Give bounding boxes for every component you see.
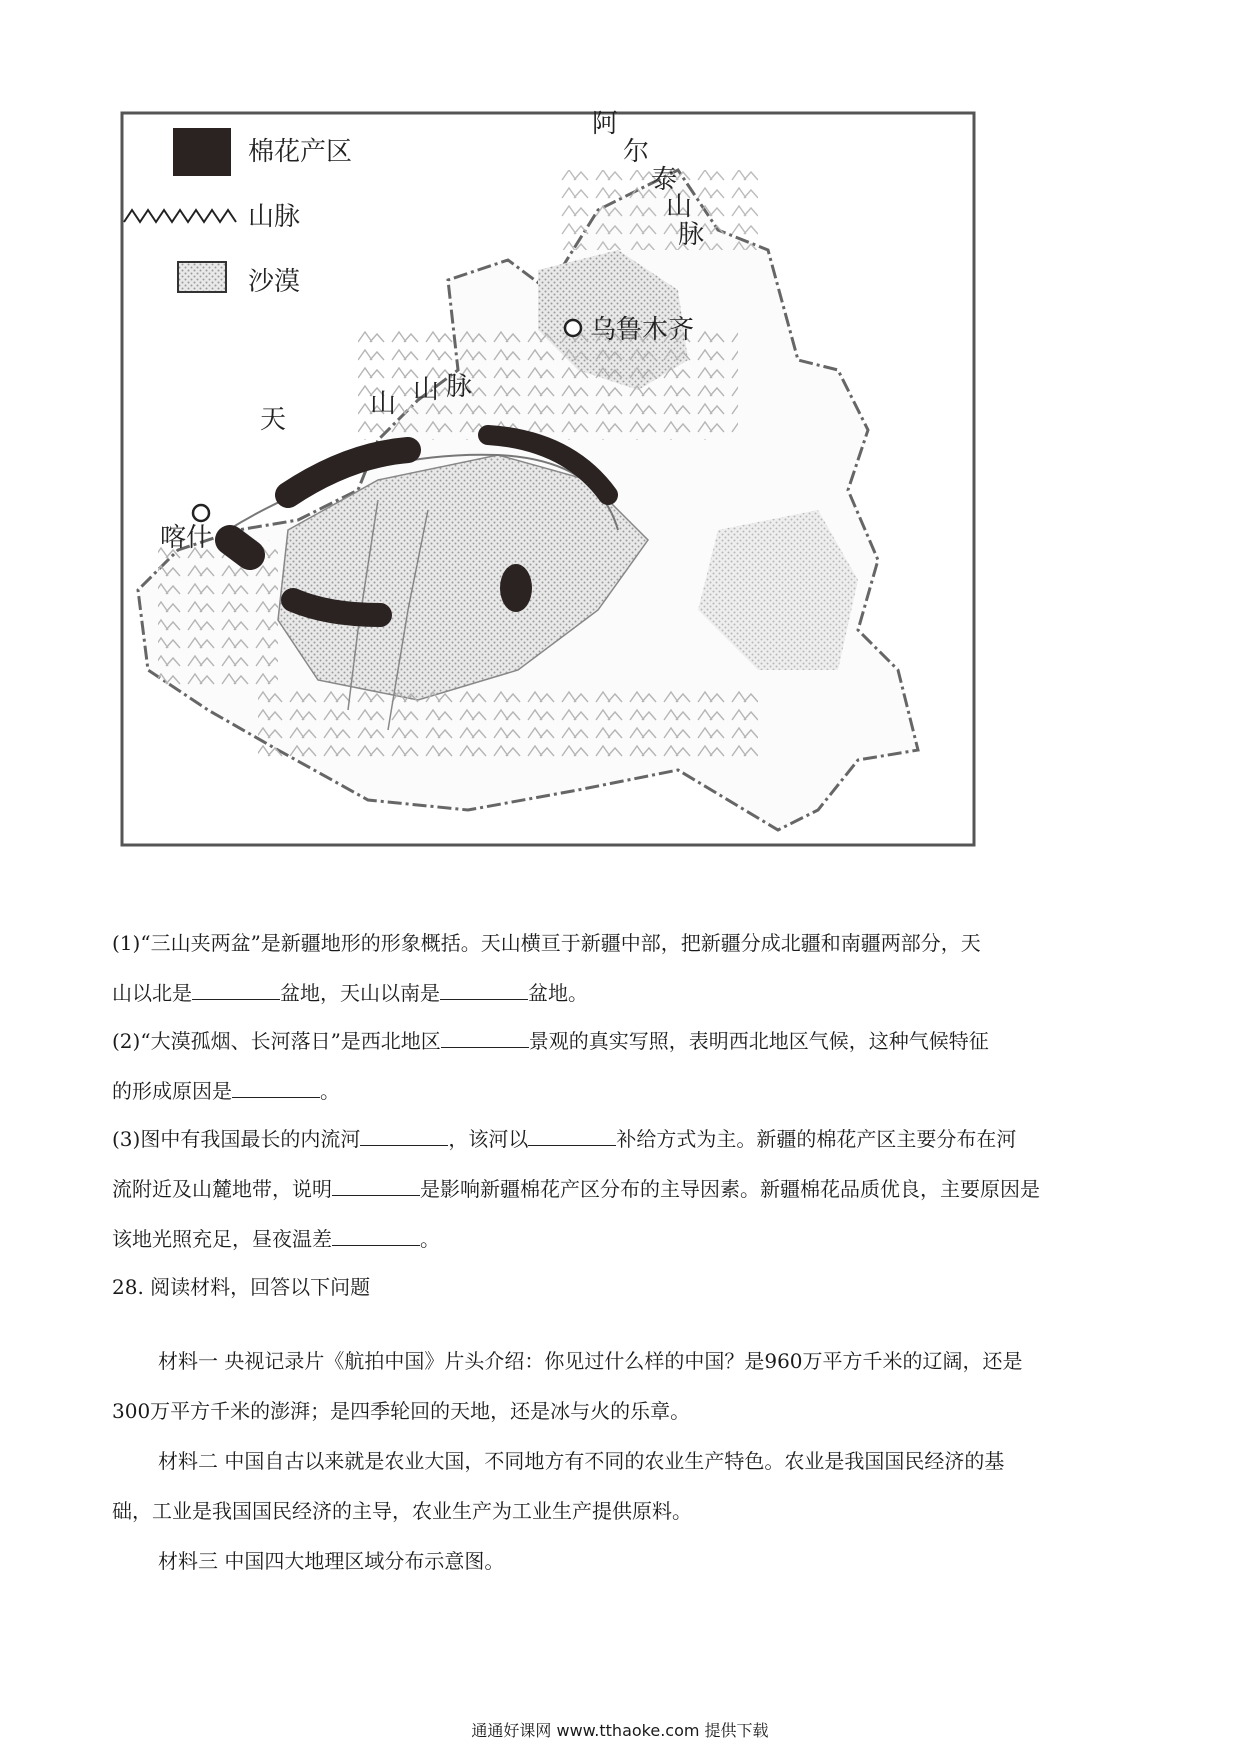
altai-label-2: 尔 (623, 137, 650, 167)
kashgar-marker (193, 505, 209, 521)
question-28-title: 28. 阅读材料，回答以下问题 (112, 1275, 371, 1299)
q3-text-1: 图中有我国最长的内流河 (140, 1127, 361, 1151)
q1-text-2: 山以北是 (112, 981, 192, 1005)
question-3 (112, 1114, 1132, 1264)
q1-number: (1) (112, 931, 141, 955)
q1-text-4: 盆地。 (528, 981, 588, 1005)
question-1 (112, 918, 1132, 1018)
material-3: 材料三 中国四大地理区域分布示意图。 (158, 1549, 505, 1573)
q2-text-2: 景观的真实写照，表明西北地区气候，这种气候特征 (528, 1029, 989, 1053)
q3-text-6: 该地光照充足，昼夜温差 (112, 1227, 332, 1251)
q2-number: (2) (112, 1029, 141, 1053)
urumqi-label: 乌鲁木齐 (590, 315, 695, 345)
q3-text-3: 补给方式为主。新疆的棉花产区主要分布在河 (616, 1127, 1017, 1151)
kashgar-label: 喀什 (160, 523, 213, 553)
altai-label-3: 泰 (651, 165, 678, 195)
q3-text-7: 。 (420, 1227, 440, 1251)
q2-blank-2[interactable] (232, 1075, 320, 1098)
urumqi-marker (565, 320, 581, 336)
kunlun-mountains (258, 690, 758, 760)
q1-blank-1[interactable] (192, 977, 280, 1000)
cotton-area-5 (500, 564, 532, 612)
legend-cotton-label: 棉花产区 (248, 137, 353, 167)
altai-label-4: 山 (666, 192, 693, 222)
q2-text-4: 。 (320, 1079, 340, 1103)
q2-blank-1[interactable] (441, 1025, 529, 1048)
material-1-line-2: 300万平方千米的澎湃；是四季轮回的天地，还是冰与火的乐章。 (112, 1399, 691, 1423)
q3-text-2: ，该河以 (448, 1127, 529, 1151)
legend-cotton-swatch (173, 128, 231, 176)
question-2 (112, 1016, 1132, 1116)
q3-text-4: 流附近及山麓地带，说明 (112, 1177, 332, 1201)
q3-blank-1[interactable] (360, 1123, 448, 1146)
q1-blank-2[interactable] (440, 977, 528, 1000)
cotton-area-3 (230, 540, 250, 555)
q1-text-3: 盆地，天山以南是 (280, 981, 440, 1005)
q3-blank-4[interactable] (332, 1223, 420, 1246)
altai-label-5: 脉 (678, 220, 705, 250)
legend-desert-label: 沙漠 (248, 267, 301, 297)
q3-text-5: 是影响新疆棉花产区分布的主导因素。新疆棉花品质优良，主要原因是 (420, 1177, 1040, 1201)
tianshan-label-1: 天 (260, 405, 287, 435)
tianshan-label-2: 山 (370, 389, 397, 419)
material-2-line-1: 材料二 中国自古以来就是农业大国，不同地方有不同的农业生产特色。农业是我国国民经济的基 (158, 1449, 1005, 1473)
q3-blank-2[interactable] (528, 1123, 616, 1146)
q2-text-3: 的形成原因是 (112, 1079, 232, 1103)
tianshan-label-4: 脉 (446, 372, 473, 402)
material-2-line-2: 础，工业是我国国民经济的主导，农业生产为工业生产提供原料。 (112, 1499, 692, 1523)
legend-mountain-label: 山脉 (248, 202, 301, 232)
material-2 (112, 1436, 1132, 1536)
altai-label-1: 阿 (592, 110, 619, 139)
q3-number: (3) (112, 1127, 141, 1151)
q1-text-1: “三山夹两盆”是新疆地形的形象概括。天山横亘于新疆中部，把新疆分成北疆和南疆两部分，天 (140, 931, 981, 955)
xinjiang-map (118, 110, 978, 850)
legend-desert-swatch (178, 262, 226, 292)
material-1-line-1: 材料一 央视记录片《航拍中国》片头介绍：你见过什么样的中国？是960万平方千米的辽阔，还是 (158, 1349, 1023, 1373)
tianshan-label-3: 山 (413, 375, 440, 405)
material-1 (112, 1336, 1132, 1436)
q2-text-1: “大漠孤烟、长河落日”是西北地区 (140, 1029, 441, 1053)
q3-blank-3[interactable] (332, 1173, 420, 1196)
footer-watermark: 通通好课网 www.tthaoke.com 提供下载 (471, 1721, 769, 1740)
